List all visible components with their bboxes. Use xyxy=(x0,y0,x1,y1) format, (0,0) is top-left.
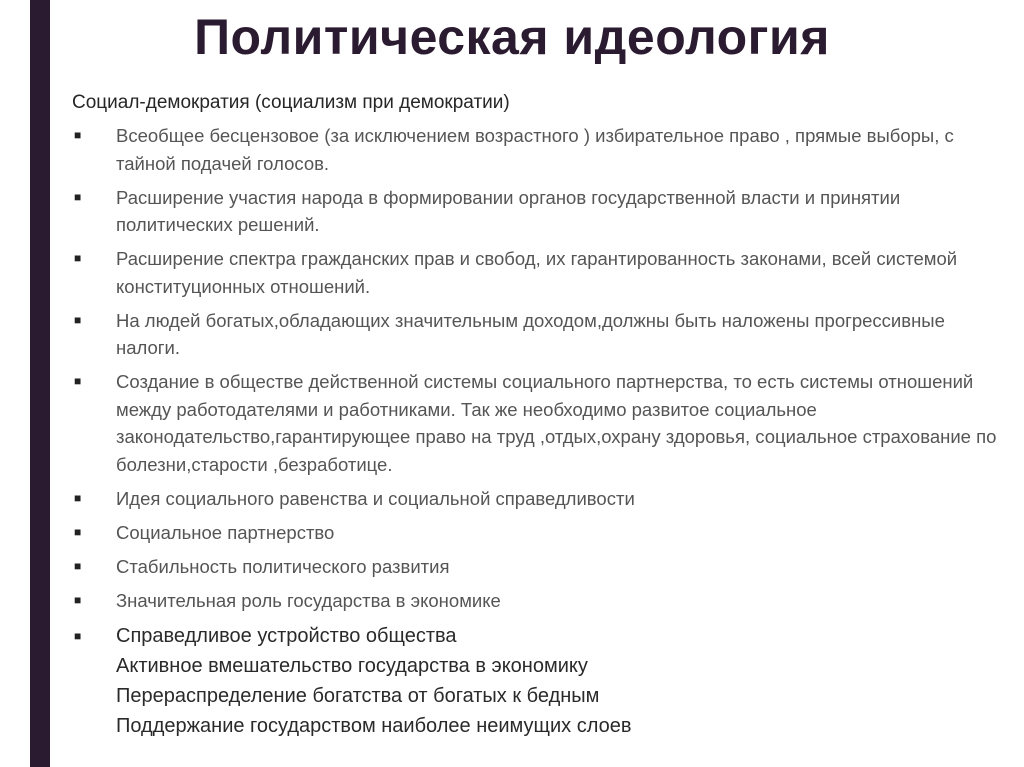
bullet-text: Расширение спектра гражданских прав и свобод, их гарантированность законами, всей системой конституционных отношений. xyxy=(116,248,958,297)
square-bullet-icon: ■ xyxy=(74,189,82,204)
square-bullet-icon: ■ xyxy=(74,592,82,607)
summary-text xyxy=(116,621,1014,741)
summary-line: Перераспределение богатства от богатых к бедным xyxy=(116,684,600,707)
list-item xyxy=(74,184,1014,239)
list-item xyxy=(74,245,1014,300)
square-bullet-icon: ■ xyxy=(74,312,82,327)
square-bullet-icon: ■ xyxy=(74,490,82,505)
list-item xyxy=(74,307,1014,362)
bullet-text: Идея социального равенства и социальной справедливости xyxy=(116,487,635,509)
summary-line: Активное вмешательство государства в экономику xyxy=(116,654,588,677)
bullet-text: На людей богатых,обладающих значительным доходом,должны быть наложены прогрессивные налоги. xyxy=(116,309,945,358)
bullet-text: Создание в обществе действенной системы социального партнерства, то есть системы отношений между работодателями и работниками. Так же необходимо развитое социальное законодательство,гарантирующее право на труд ,отдых,охрану здоровья, социальное страхование по болезни,старости ,безработице. xyxy=(116,371,997,475)
list-item xyxy=(74,553,1014,581)
square-bullet-icon: ■ xyxy=(74,128,82,142)
bullet-text: Стабильность политического развития xyxy=(116,555,450,577)
summary-line: Справедливое устройство общества xyxy=(116,624,457,647)
bullet-text: Всеобщее бесцензовое (за исключением возрастного ) избирательное право , прямые выборы, с тайной подачей голосов. xyxy=(116,125,954,174)
square-bullet-icon: ■ xyxy=(74,524,82,539)
left-accent-bar xyxy=(30,0,50,767)
bullet-text: Расширение участия народа в формировании органов государственной власти и принятии политических решений. xyxy=(116,186,901,235)
square-bullet-icon: ■ xyxy=(74,251,82,265)
summary-line: Поддержание государством наиболее неимущих слоев xyxy=(116,714,632,737)
square-bullet-icon: ■ xyxy=(74,628,82,643)
square-bullet-icon: ■ xyxy=(74,558,82,573)
bullet-text: Социальное партнерство xyxy=(116,521,335,543)
list-item xyxy=(74,368,1014,478)
square-bullet-icon: ■ xyxy=(74,374,82,388)
list-item xyxy=(74,587,1014,615)
bullet-list xyxy=(74,122,1014,741)
bullet-text: Значительная роль государства в экономике xyxy=(116,589,501,611)
list-item-summary xyxy=(74,621,1014,741)
list-item xyxy=(74,519,1014,547)
list-item xyxy=(74,485,1014,513)
list-item xyxy=(74,122,1014,177)
slide-title: Политическая идеология xyxy=(194,9,830,65)
slide-subtitle: Социал-демократия (социализм при демократии) xyxy=(72,92,510,113)
